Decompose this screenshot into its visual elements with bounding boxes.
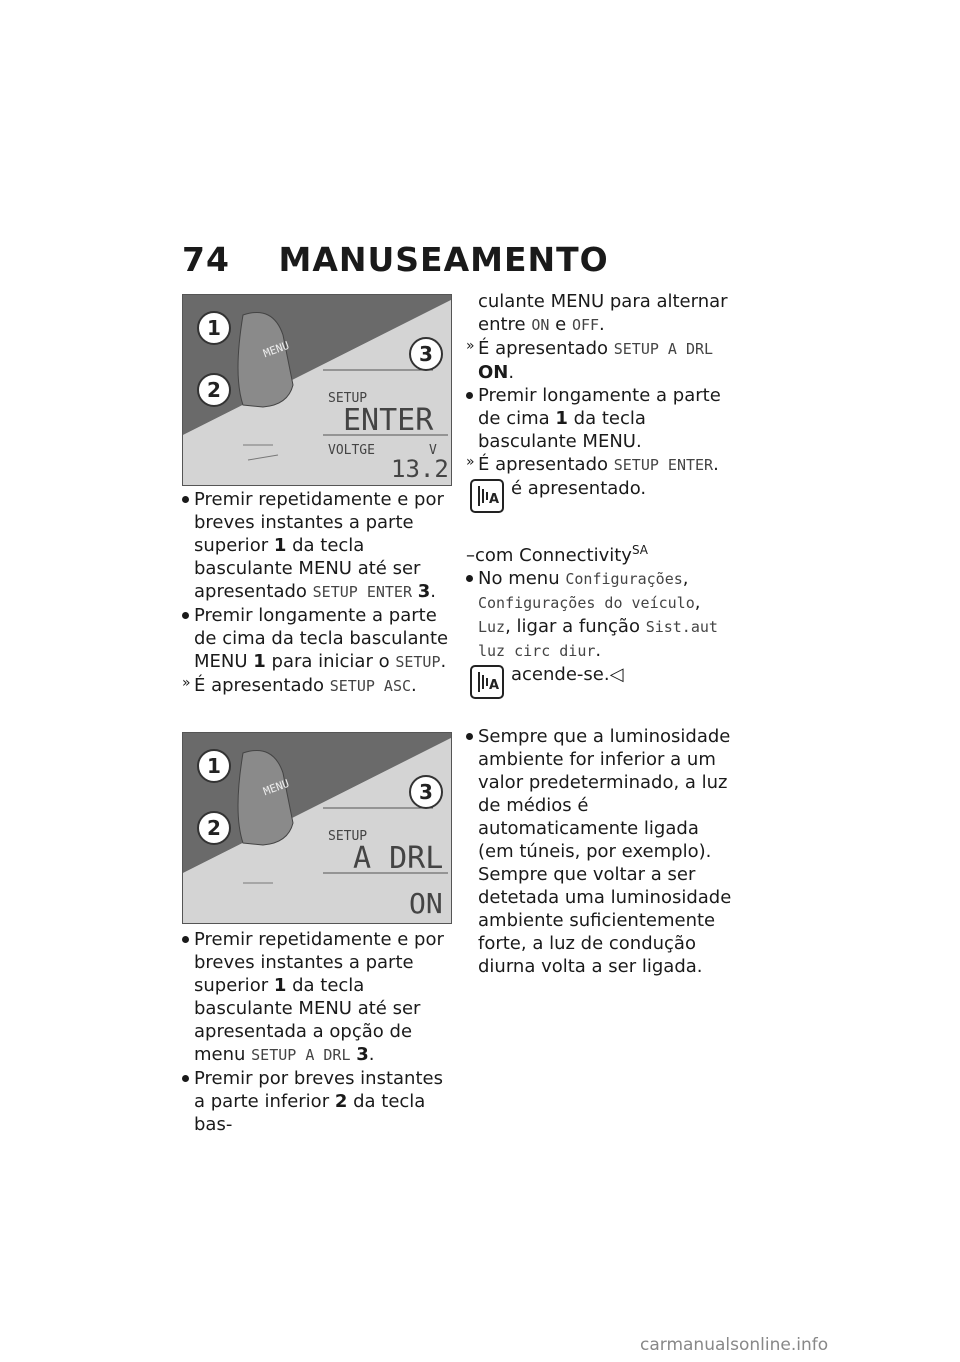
lcd-line-2: A DRL xyxy=(353,841,444,876)
result-marker-icon: » xyxy=(466,338,475,354)
lcd-line-1: SETUP xyxy=(328,391,368,406)
page-title: MANUSEAMENTO xyxy=(278,240,609,279)
sa-heading: –com Connectivity$^{SA}$ xyxy=(466,543,649,566)
icon-note: A é apresentado. xyxy=(466,477,736,517)
lcd-unit: V xyxy=(429,443,437,458)
svg-text:A: A xyxy=(489,492,500,507)
list-item: Premir por breves instantes a parte inferior 2 da tecla bas- xyxy=(182,1067,452,1136)
lcd-value: ON xyxy=(409,887,443,920)
page-header xyxy=(182,240,609,279)
result-item: » É apresentado SETUP ENTER. xyxy=(466,453,736,477)
figure-setup-a-drl xyxy=(182,732,452,924)
lcd-line-3: VOLTGE xyxy=(328,443,375,458)
menu-button-label: MENU xyxy=(261,776,291,799)
right-column xyxy=(466,290,736,978)
result-item: » É apresentado SETUP ASC. xyxy=(182,674,452,698)
page-number: 74 xyxy=(182,240,230,279)
list-item: Premir longamente a parte de cima 1 da tecla basculante MENU. xyxy=(466,384,736,453)
figure-label-3: 3 xyxy=(409,775,443,809)
result-item: » É apresentado SETUP A DRL ON. xyxy=(466,337,736,384)
figure-label-1: 1 xyxy=(197,749,231,783)
figure-label-2: 2 xyxy=(197,373,231,407)
left-column-section-2 xyxy=(182,928,452,1136)
auto-light-icon xyxy=(470,479,504,513)
left-column-section-1 xyxy=(182,488,452,698)
svg-text:A: A xyxy=(489,678,500,693)
list-item: Premir repetidamente e por breves instantes a parte superior 1 da tecla basculante MENU até ser apresentada a opção de menu SETUP A DRL 3. xyxy=(182,928,452,1067)
result-marker-icon: » xyxy=(182,675,191,691)
menu-button-label: MENU xyxy=(261,338,291,361)
icon-note: A acende-se.◁ xyxy=(466,663,736,703)
figure-setup-enter xyxy=(182,294,452,486)
figure-label-2: 2 xyxy=(197,811,231,845)
watermark: carmanualsonline.info xyxy=(640,1335,829,1355)
list-item: Sempre que a luminosidade ambiente for inferior a um valor predeterminado, a luz de médios é automaticamente ligada (em túneis, por exemplo). Sempre que voltar a ser detetada uma luminosidade ambiente suficientemente forte, a luz de condução diurna volta a ser ligada. xyxy=(466,725,736,978)
figure-label-1: 1 xyxy=(197,311,231,345)
auto-light-icon xyxy=(470,665,504,699)
list-item: No menu Configurações, Configurações do veículo, Luz, ligar a função Sist.aut luz circ diur. xyxy=(466,567,736,663)
list-item: Premir longamente a parte de cima da tecla basculante MENU 1 para iniciar o SETUP. xyxy=(182,604,452,674)
lcd-line-1: SETUP xyxy=(328,829,368,844)
result-marker-icon: » xyxy=(466,454,475,470)
list-item-continuation: culante MENU para alternar entre ON e OFF. xyxy=(478,291,728,335)
list-item: Premir repetidamente e por breves instantes a parte superior 1 da tecla basculante MENU até ser apresentado SETUP ENTER 3. xyxy=(182,488,452,604)
lcd-value: 13.2 xyxy=(391,455,449,483)
lcd-line-2: ENTER xyxy=(343,403,434,438)
figure-label-3: 3 xyxy=(409,337,443,371)
